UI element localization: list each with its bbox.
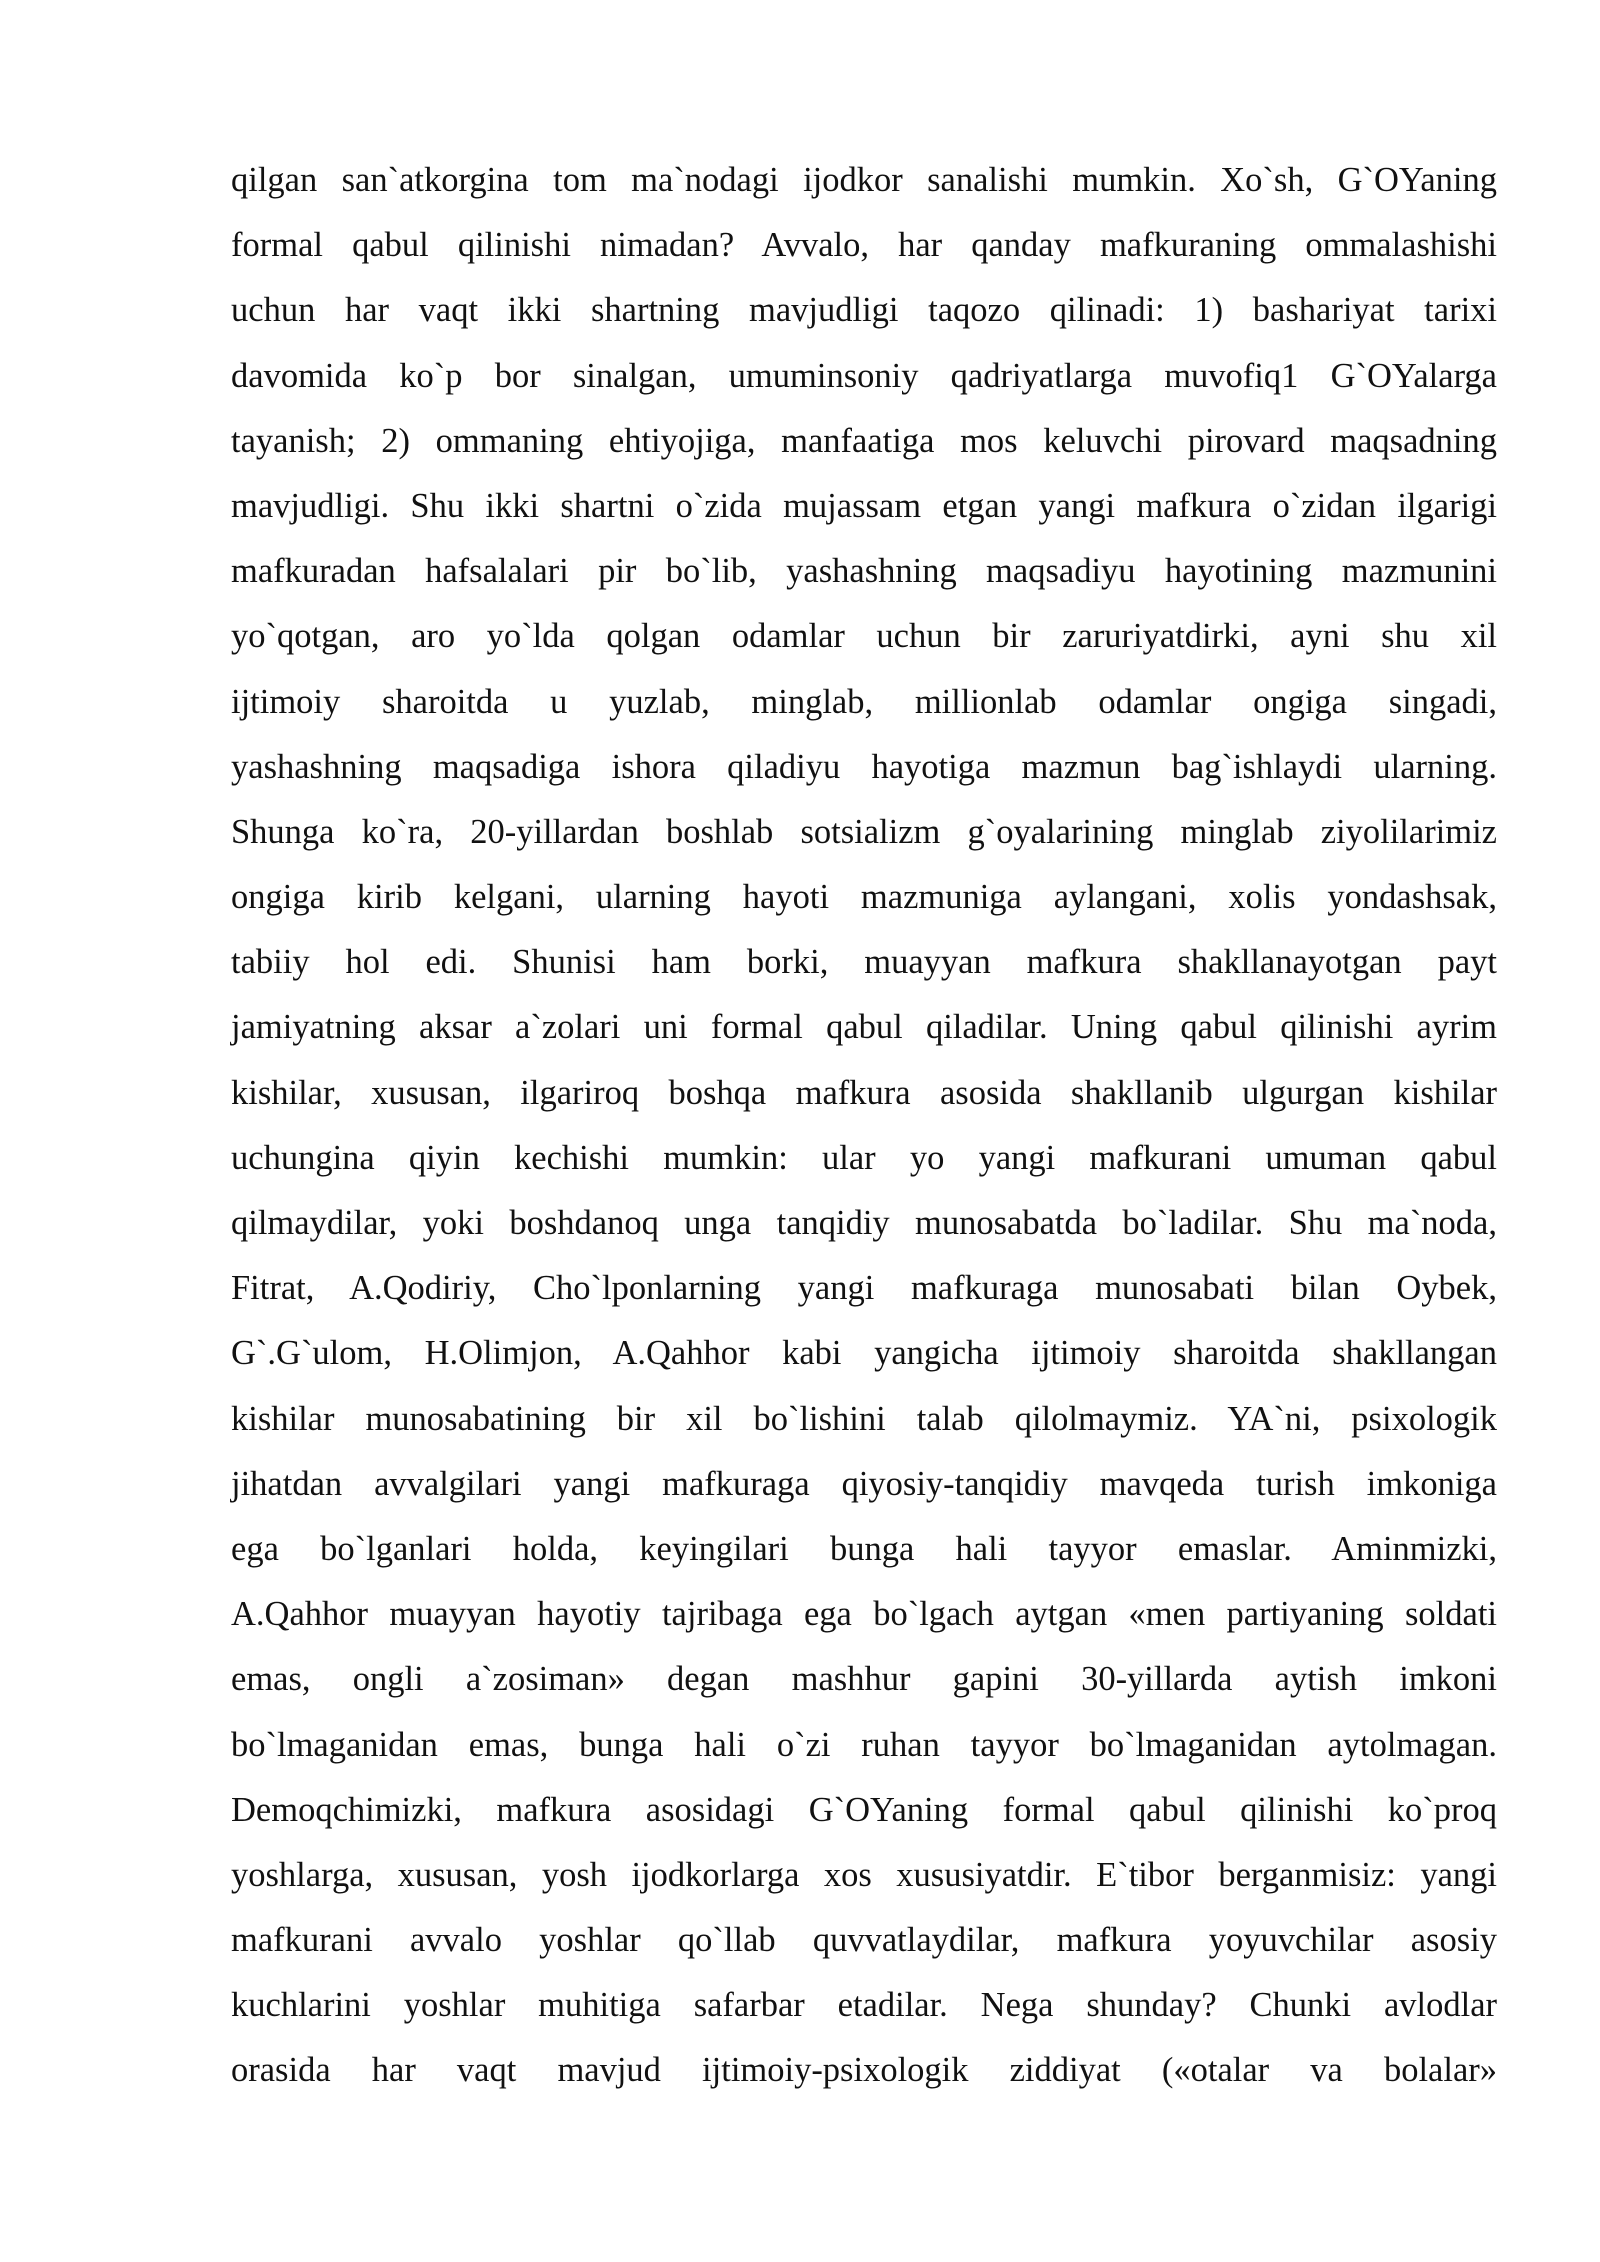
text-line: mafkurani avvalo yoshlar qo`llab quvvatlaydilar, mafkura yoyuvchilar asosiy [231, 1921, 1497, 1960]
text-line: yo`qotgan, aro yo`lda qolgan odamlar uchun bir zaruriyatdirki, ayni shu xil [231, 617, 1497, 656]
text-line: jamiyatning aksar a`zolari uni formal qabul qiladilar. Uning qabul qilinishi ayrim [231, 1008, 1497, 1047]
text-line: Demoqchimizki, mafkura asosidagi G`OYaning formal qabul qilinishi ko`proq [231, 1790, 1497, 1829]
text-line: uchun har vaqt ikki shartning mavjudligi taqozo qilinadi: 1) bashariyat tarixi [231, 291, 1497, 330]
text-line: davomida ko`p bor sinalgan, umuminsoniy qadriyatlarga muvofiq1 G`OYalarga [231, 356, 1497, 395]
body-text [231, 148, 1497, 2104]
text-line: A.Qahhor muayyan hayotiy tajribaga ega bo`lgach aytgan «men partiyaning soldati [231, 1595, 1497, 1634]
text-line: qilmaydilar, yoki boshdanoq unga tanqidiy munosabatda bo`ladilar. Shu ma`noda, [231, 1204, 1497, 1242]
text-line: yashashning maqsadiga ishora qiladiyu hayotiga mazmun bag`ishlaydi ularning. [231, 747, 1497, 786]
text-line: orasida har vaqt mavjud ijtimoiy-psixologik ziddiyat («otalar va bolalar» [231, 2051, 1497, 2090]
text-line: jihatdan avvalgilari yangi mafkuraga qiyosiy-tanqidiy mavqeda turish imkoniga [231, 1464, 1497, 1503]
text-line: ongiga kirib kelgani, ularning hayoti mazmuniga aylangani, xolis yondashsak, [231, 878, 1497, 917]
text-line: uchungina qiyin kechishi mumkin: ular yo yangi mafkurani umuman qabul [231, 1138, 1497, 1177]
text-line: Shunga ko`ra, 20-yillardan boshlab sotsializm g`oyalarining minglab ziyolilarimiz [231, 812, 1497, 851]
text-line: kuchlarini yoshlar muhitiga safarbar etadilar. Nega shunday? Chunki avlodlar [231, 1986, 1497, 2025]
text-line: kishilar, xususan, ilgariroq boshqa mafkura asosida shakllanib ulgurgan kishilar [231, 1073, 1497, 1112]
text-line: yoshlarga, xususan, yosh ijodkorlarga xos xususiyatdir. E`tibor berganmisiz: yangi [231, 1855, 1497, 1894]
text-line: tayanish; 2) ommaning ehtiyojiga, manfaatiga mos keluvchi pirovard maqsadning [231, 421, 1497, 460]
text-line: qilgan san`atkorgina tom ma`nodagi ijodkor sanalishi mumkin. Xo`sh, G`OYaning [231, 161, 1497, 199]
text-line: mafkuradan hafsalalari pir bo`lib, yashashning maqsadiyu hayotining mazmunini [231, 552, 1497, 591]
text-line: ijtimoiy sharoitda u yuzlab, minglab, millionlab odamlar ongiga singadi, [231, 682, 1497, 721]
text-line: G`.G`ulom, H.Olimjon, A.Qahhor kabi yangicha ijtimoiy sharoitda shakllangan [231, 1334, 1497, 1373]
text-line: Fitrat, A.Qodiriy, Cho`lponlarning yangi mafkuraga munosabati bilan Oybek, [231, 1269, 1497, 1308]
text-line: emas, ongli a`zosiman» degan mashhur gapini 30-yillarda aytish imkoni [231, 1660, 1497, 1699]
text-line: bo`lmaganidan emas, bunga hali o`zi ruhan tayyor bo`lmaganidan aytolmagan. [231, 1725, 1497, 1764]
text-line: kishilar munosabatining bir xil bo`lishini talab qilolmaymiz. YA`ni, psixologik [231, 1399, 1497, 1438]
text-line: tabiiy hol edi. Shunisi ham borki, muayyan mafkura shakllanayotgan payt [231, 943, 1497, 982]
text-line: ega bo`lganlari holda, keyingilari bunga hali tayyor emaslar. Aminmizki, [231, 1529, 1497, 1568]
text-line: mavjudligi. Shu ikki shartni o`zida mujassam etgan yangi mafkura o`zidan ilgarigi [231, 486, 1497, 525]
text-line: formal qabul qilinishi nimadan? Avvalo, har qanday mafkuraning ommalashishi [231, 226, 1497, 265]
